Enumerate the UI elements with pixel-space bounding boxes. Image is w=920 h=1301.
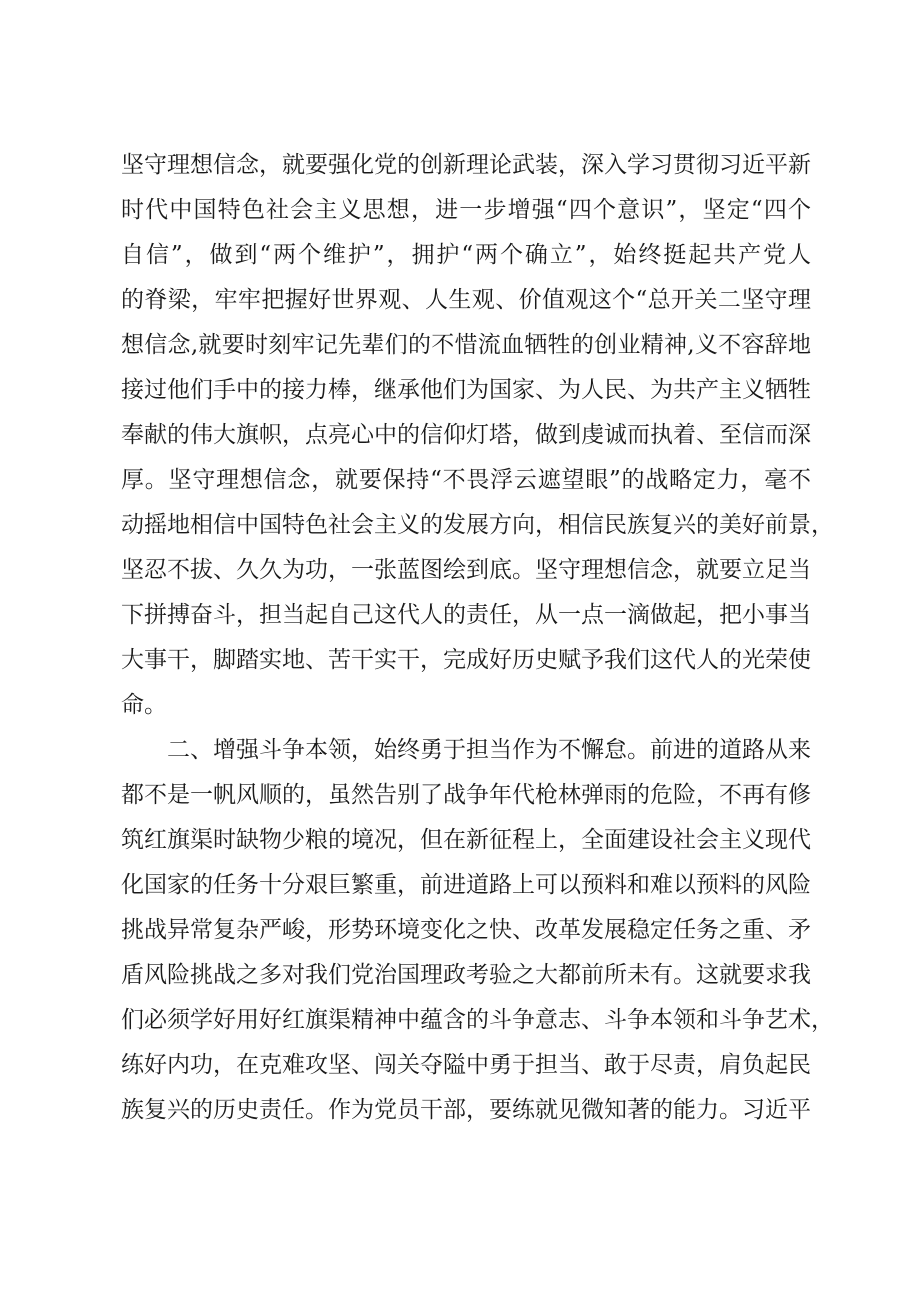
text-line: 练好内功，在克难攻坚、闯关夺隘中勇于担当、敢于尽责，肩负起民 <box>121 1052 811 1078</box>
text-line: 接过他们手中的接力棒，继承他们为国家、为人民、为共产主义牺牲 <box>121 377 811 403</box>
text-line: 筑红旗渠时缺物少粮的境况，但在新征程上，全面建设社会主义现代 <box>121 827 811 853</box>
paragraph-heading-line: 二、增强斗争本领，始终勇于担当作为不懈怠。前进的道路从来 <box>167 737 811 763</box>
text-line: 都不是一帆风顺的，虽然告别了战争年代枪林弹雨的危险，不再有修 <box>121 782 811 808</box>
text-line: 挑战异常复杂严峻，形势环境变化之快、改革发展稳定任务之重、矛 <box>121 917 811 943</box>
text-line: 的脊梁，牢牢把握好世界观、人生观、价值观这个“总开关二坚守理 <box>121 287 811 313</box>
text-line: 坚守理想信念，就要强化党的创新理论武装，深入学习贯彻习近平新 <box>121 152 811 178</box>
text-line: 盾风险挑战之多对我们党治国理政考验之大都前所未有。这就要求我 <box>121 962 811 988</box>
text-line: 自信”，做到“两个维护”，拥护“两个确立”，始终挺起共产党人 <box>121 242 811 268</box>
text-line: 大事干，脚踏实地、苦干实干，完成好历史赋予我们这代人的光荣使 <box>121 647 811 673</box>
text-line: 坚忍不拔、久久为功，一张蓝图绘到底。坚守理想信念，就要立足当 <box>121 557 811 583</box>
text-line: 想信念,就要时刻牢记先辈们的不惜流血牺牲的创业精神,义不容辞地 <box>121 332 811 358</box>
text-line: 下拼搏奋斗，担当起自己这代人的责任，从一点一滴做起，把小事当 <box>121 602 811 628</box>
text-line: 化国家的任务十分艰巨繁重，前进道路上可以预料和难以预料的风险 <box>121 872 811 898</box>
text-line: 族复兴的历史责任。作为党员干部，要练就见微知著的能力。习近平 <box>121 1097 811 1123</box>
text-line: 时代中国特色社会主义思想，进一步增强“四个意识”，坚定“四个 <box>121 197 811 223</box>
text-line: 厚。坚守理想信念，就要保持“不畏浮云遮望眼”的战略定力，毫不 <box>121 467 811 493</box>
text-line: 命。 <box>121 692 167 718</box>
text-line: 动摇地相信中国特色社会主义的发展方向，相信民族复兴的美好前景， <box>121 512 834 538</box>
text-line: 奉献的伟大旗帜，点亮心中的信仰灯塔，做到虔诚而执着、至信而深 <box>121 422 811 448</box>
text-line: 们必须学好用好红旗渠精神中蕴含的斗争意志、斗争本领和斗争艺术， <box>121 1007 834 1033</box>
